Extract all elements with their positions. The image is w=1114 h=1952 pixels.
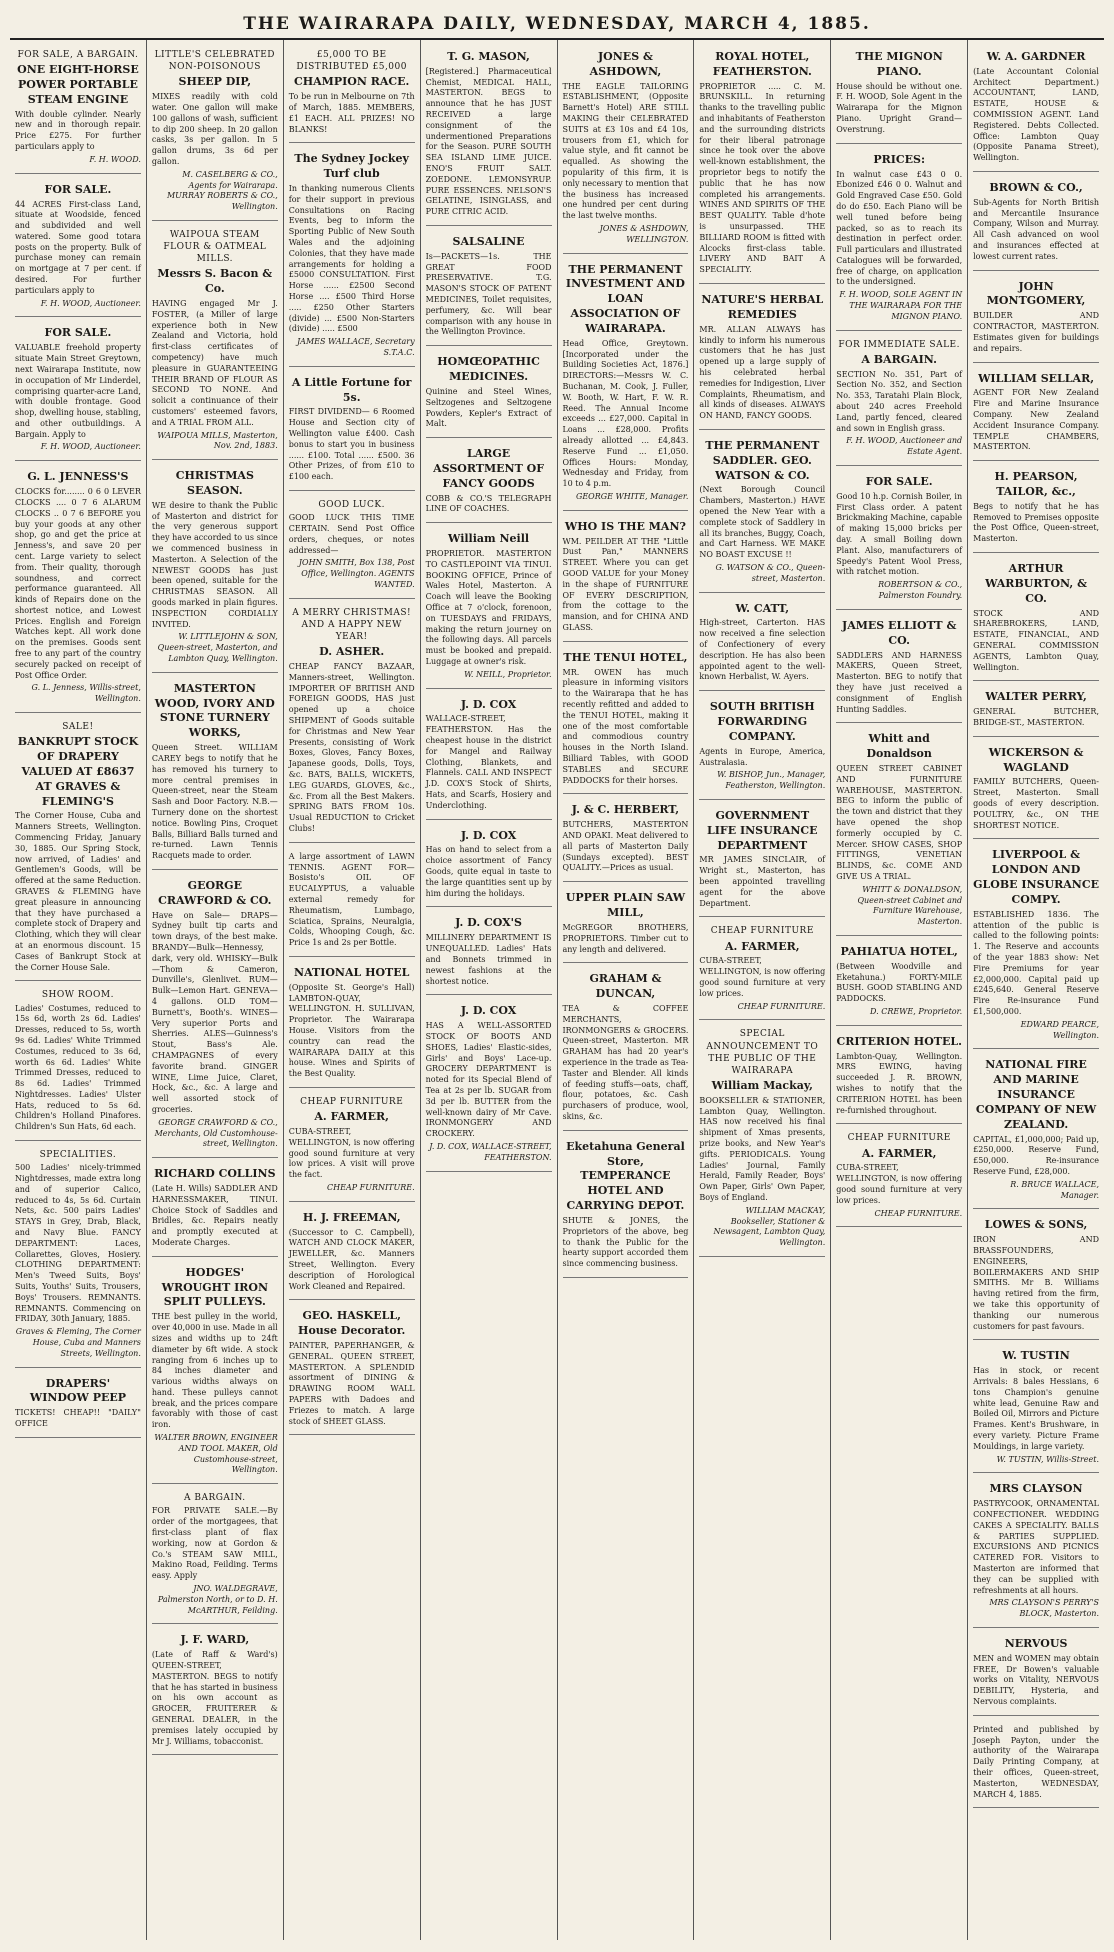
advertisement [426,910,552,995]
ad-title: Eketahuna General Store, TEMPERANCE HOTEL AND CARRYING DEPOT. [566,1139,685,1213]
ad-body: Sub-Agents for North British and Mercantile Insurance Company, Wilson and Murray. All Cash advanced on wool and insurances effected at lowest current rates. [973,197,1099,261]
advertisement [973,740,1099,840]
advertisement [973,1719,1099,1809]
ad-signature: CHEAP FURNITURE. [874,1208,963,1218]
advertisement [973,366,1099,462]
ad-body: ESTABLISHED 1836. The attention of the public is called to the following points: 1. The Reserve and accounts of the year 1883 show: Net Fire Premiums for year £2,000,000. Capital paid up £245,640. General Reserve Fire Re-insurance Fund £1,500,000. [973,909,1099,1016]
ad-title: SALSALINE [452,235,525,248]
column-2 [147,40,284,1940]
ad-heading: CHEAP FURNITURE [300,1096,404,1107]
advertisement [836,44,962,144]
advertisement [152,873,278,1158]
advertisement [15,44,141,174]
ad-heading: SHOW ROOM. [41,990,114,1001]
advertisement [973,464,1099,553]
advertisement [15,320,141,461]
ad-title: GEO. HASKELL, House Decorator. [298,1309,406,1338]
ad-signature: Graves & Fleming, The Corner House, Cuba and Manners Streets, Wellington. [15,1327,141,1358]
advertisement [15,1371,141,1438]
advertisement [699,596,825,692]
ad-heading: CHEAP FURNITURE [710,926,814,937]
advertisement [836,1029,962,1125]
ad-title: Messrs S. Bacon & Co. [157,267,273,296]
ad-body: Good 10 h.p. Cornish Boiler, in First Class order. A patent Brickmaking Machine, capable of making 15,000 bricks per day. A small Boiling down Plant. Also, manufacturers of Speedy's Patent Wool Press, with ratchet motion. [836,491,963,577]
advertisement [289,146,415,366]
advertisement [289,960,415,1088]
ad-title: H. PEARSON, TAILOR, &c., [994,470,1078,498]
ad-body: Ladies' Costumes, reduced to 15s 6d, worth 2s 6d. Ladies' Dresses, reduced to 5s, worth 9s 6d. Ladies' White Trimmed Costumes, reduced to 3s 6d, worth 6s 6d. Ladies' White Trimmed Dresses, reduced to 8s 6d. Ladies' Trimmed Nightdresses. Ladies' Ulster Hats, reduced to 5s 6d. Children's Holland Pinafores. Children's Sun Hats, 6d each. [15,1003,141,1132]
advertisement [152,1161,278,1257]
ad-signature: F. H. WOOD, Auctioneer. [40,442,141,452]
ad-body: A large assortment of LAWN TENNIS. AGENT FOR—Bosisto's OIL OF EUCALYPTUS, a valuable external remedy for Rheumatism, Lumbago, Sciatica, Sprains, Neuralgia, Colds, Whooping Cough, &c. Price 1s and 2s per Bottle. [288,851,415,948]
advertisement [836,147,962,331]
ad-body: In thanking numerous Clients for their support in previous Consultations on Racing Events, beg to inform the Sporting Public of New South Wales and the adjoining Colonies, that they have made arrangements for holding a £5000 CONSULTATION. First Horse ...... £2500 Second Horse .... £500 Third Horse ..... £250 Other Starters (divide) ... £500 Non-Starters (divide) ..... £500 [288,184,415,334]
ad-body: WM. PEILDER AT THE "Little Dust Pan," MANNERS STREET. Where you can get GOOD VALUE for your Money in the shape of FURNITURE OF EVERY DESCRIPTION, from the cottage to the mansion, and for CHINA AND GLASS. [562,536,689,633]
ad-title: W. CATT, [735,601,790,615]
ad-title: J. D. COX [460,697,517,711]
advertisement [973,556,1099,681]
ad-heading: £5,000 TO BE DISTRIBUTED £5,000 [296,50,407,73]
advertisement [973,1052,1099,1209]
ad-title: T. G. MASON, [447,50,530,63]
ad-title: FOR SALE. [44,182,112,196]
ad-title: A. FARMER, [861,1146,937,1160]
advertisement [563,1134,689,1278]
ad-body: GOOD LUCK THIS TIME CERTAIN. Send Post Office orders, cheques, or notes addressed— [288,513,415,555]
ad-body: In walnut case £43 0 0. Ebonized £46 0 0. Walnut and Gold Engraved Case £50. Gold do do £50. Each Piano will be well tuned before being packed, so as to reach its destination in perfect order. Full particulars and illustrated Catalogues will be forwarded, free of charge, on application to the undersigned. [836,169,963,287]
ad-title: A. FARMER, [314,1110,389,1124]
ad-body: SECTION No. 351, Part of Section No. 352, and Section No. 353, Taratahi Plain Block, about 240 acres Freehold Land, partly fenced, cleared and sown in English grass. [836,369,963,433]
ad-body: MR. ALLAN ALWAYS has kindly to inform his numerous customers that he has just opened up a large supply of his celebrated herbal remedies for Indigestion, Liver Complaints, Rheumatism, and all kinds of diseases. ALWAYS ON HAND, FANCY GOODS. [699,324,826,421]
advertisement [15,464,141,713]
advertisement [152,1627,278,1755]
ad-body: Has on hand to select from a choice assortment of Fancy Goods, quite equal in taste to the large quantities sent up by him during the holidays. [425,845,552,898]
ad-body: McGREGOR BROTHERS, PROPRIETORS. Timber cut to any length and delivered. [562,922,689,954]
ad-signature: M. CASELBERG & CO., Agents for Wairarapa. MURRAY ROBERTS & CO., Wellington. [166,169,278,212]
advertisement [152,463,278,673]
ad-heading: SPECIALITIES. [39,1150,117,1161]
advertisement [563,797,689,882]
ad-body: MIXES readily with cold water. One gallon will make 100 gallons of wash, sufficient to dip 200 sheep. In 20 gallon casks, 3s per gallon. In 5 gallon drums, 3s 6d per gallon. [151,92,278,166]
ad-body: CHEAP FANCY BAZAAR, Manners-street, Wellington. IMPORTER OF BRITISH AND FOREIGN GOODS, HAS just opened up a choice SHIPMENT of Goods suitable for Christmas and New Year Presents, consisting of Work Boxes, Gloves, Fancy Boxes, Japanese goods, Dolls, Toys, &c. BATS, BALLS, WICKETS, LEG GUARDS, GLOVES, &c., &c. From all the Best Makers. SPRING BATS FROM 10s. Usual REDUCTION to Cricket Clubs! [288,662,415,833]
ad-signature: WAIPOUA MILLS, Masterton, Nov. 2nd, 1883. [157,430,278,451]
ad-title: The Sydney Jockey Turf club [294,152,409,181]
advertisement [289,494,415,599]
ad-body: With double cylinder. Nearly new and in thorough repair. Price £275. For further particulars apply to [15,109,141,152]
ad-signature: ROBERTSON & CO., Palmerston Foundry. [878,580,963,601]
ad-body: Begs to notify that he has Removed to Premises opposite the Post Office, Queen-street, Masterton. [973,501,1099,544]
ad-signature: WILLIAM MACKAY, Bookseller, Stationer & Newsagent, Lambton Quay, Wellington. [713,1205,826,1248]
ad-signature: W. TUSTIN, Willis-Street. [996,1454,1099,1464]
ad-body: Printed and published by Joseph Payton, under the authority of the Wairarapa Daily Printing Company, at their offices, Queen-street, Masterton, WEDNESDAY, MARCH 4, 1885. [973,1724,1099,1799]
ad-body: CUBA-STREET, WELLINGTON, is now offering good sound furniture at very low prices. [699,956,826,998]
advertisement [15,984,141,1141]
ad-body: 500 Ladies' nicely-trimmed Nightdresses, made extra long and of superior Calico, reduced to 4s, 5s 6d. Curtain Nets, &c. 500 pairs Ladies' STAYS in Grey, Drab, Black, and Navy Blue. FANCY DEPARTMENT: Laces, Collarettes, Gloves, Hosiery. CLOTHING DEPARTMENT: Men's Tweed Suits, Boys' Suits, Youths' Suits, Trousers, Boys' Trousers. REMNANTS. REMNANTS. Commencing on FRIDAY, 30th January, 1885. [15,1163,141,1324]
ad-body: (Late of Raff & Ward's) QUEEN-STREET, MASTERTON. BEGS to notify that he has started in business on his own account as GROCER, FRUITERER & GENERAL DEALER, in the premises lately occupied by Mr J. Williams, tobacconist. [151,1650,278,1746]
ad-signature: WHITT & DONALDSON, Queen-street Cabinet and Furniture Warehouse, Masterton. [857,884,963,927]
ad-signature: F. H. WOOD. [89,154,141,164]
ad-body: CUBA-STREET, WELLINGTON, is now offering good sound furniture at very low prices. A visit will prove the fact. [288,1126,415,1180]
ad-title: WILLIAM SELLAR, [978,371,1095,385]
ad-body: MEN and WOMEN may obtain FREE, Dr Bowen's valuable works on Vitality, NERVOUS DEBILITY, Hysteria, and Nervous complaints. [973,1653,1099,1707]
advertisement [563,885,689,963]
ad-title: THE MIGNON PIANO. [855,50,943,78]
column-5 [558,40,695,1940]
advertisement [836,334,962,466]
ad-title: LIVERPOOL & LONDON AND GLOBE INSURANCE COMPY. [973,848,1099,906]
advertisement [973,842,1099,1049]
ad-body: STOCK AND SHAREBROKERS, LAND, ESTATE, FINANCIAL, AND GENERAL COMMISSION AGENTS, Lambton Quay, Wellington. [973,608,1099,672]
advertisement [699,433,825,593]
ad-body: (Next Borough Council Chambers, Masterton.) HAVE opened the New Year with a complete stock of Saddlery in all its branches, Buggy, Coach, and Cart Harness. WE MAKE NO BOAST EXCUSE !! [699,485,826,560]
ad-title: THE PERMANENT SADDLER. GEO. WATSON & CO. [705,438,820,482]
ad-signature: F. H. WOOD, Auctioneer. [40,298,141,308]
ad-signature: GEORGE CRAWFORD & CO., Merchants, Old Customhouse-street, Wellington. [154,1117,278,1149]
ad-signature: W. NEILL, Proprietor. [464,669,552,679]
ad-body: PROPRIETOR ..... C. M. BRUNSKILL. In returning thanks to the travelling public and inhabitants of Featherston and the surrounding districts for their liberal patronage since he took over the above well-known establishment, the proprietor begs to notify the public that he has now completed his arrangements. WINES AND SPIRITS OF THE BEST QUALITY. Table d'hote is unsurpassed. THE BILLIARD ROOM is fitted with Alcocks first-class table. LIVERY AND BAIT A SPECIALITY. [699,81,826,275]
ad-title: LARGE ASSORTMENT OF FANCY GOODS [433,447,545,490]
ad-body: (Late H. Wills) SADDLER AND HARNESSMAKER, TINUI. Choice Stock of Saddles and Bridles, &c. Repairs neatly and promptly executed at Moderate Charges. [151,1184,278,1247]
advertisement [426,998,552,1171]
ad-body: QUEEN STREET CABINET AND FURNITURE WAREHOUSE, MASTERTON. BEG to inform the public of the town and district that they have opened the shop formerly occupied by C. Mercer. SHOW CASES, SHOP FITTINGS, VENETIAN BLINDS, &c. COME AND GIVE US A TRIAL. [836,764,963,881]
advertisement [563,44,689,254]
ad-body: BUILDER AND CONTRACTOR, MASTERTON. Estimates given for buildings and repairs. [973,311,1099,353]
ad-body: Has in stock, or recent Arrivals: 8 bales Hessians, 6 tons Champion's genuine white lead, Genuine Raw and Boiled Oil, Mirrors and Picture Frames. Kent's Brushware, in every variety. Picture Frame Mouldings, in large variety. [973,1366,1099,1451]
ad-body: FOR PRIVATE SALE.—By order of the mortgagees, that first-class plant of flax working, now at Gordon & Co.'s STEAM SAW MILL, Makino Road, Feilding. Terms easy. Apply [151,1506,278,1581]
ad-title: ARTHUR WARBURTON, & CO. [985,562,1087,605]
ad-body: Is—PACKETS—1s. THE GREAT FOOD PRESERVATIVE. T.G. MASON'S STOCK OF PATENT MEDICINES, Toilet requisites, perfumery, &c. Will bear comparison with any house in the Wellington Province. [425,251,552,337]
ad-body: COBB & CO.'S TELEGRAPH LINE OF COACHES. [425,493,552,514]
ad-title: GOVERNMENT LIFE INSURANCE DEPARTMENT [707,808,818,852]
ad-body: TICKETS! CHEAP!! "DAILY" OFFICE [15,1408,141,1429]
ad-title: THE PERMANENT INVESTMENT AND LOAN ASSOCIATION OF WAIRARAPA. [565,262,685,336]
ad-body: BOOKSELLER & STATIONER, Lambton Quay, Wellington. HAS now received his final shipment of Xmas presents, prize books, and New Year's gifts. PERIODICALS. Young Ladies' Journal, Family Herald, Family Reader, Boys' Own Paper, Girls' Own Paper, Boys of England. [699,1095,826,1202]
ad-body: PROPRIETOR. MASTERTON TO CASTLEPOINT VIA TINUI. BOOKING OFFICE, Prince of Wales Hotel, Masterton. A Coach will leave the Booking Office at 7 o'clock, forenoon, on TUESDAYS and FRIDAYS, making the return journey on the following days. All parcels must be booked and prepaid. Luggage at owner's risk. [425,549,552,667]
advertisement [973,1212,1099,1340]
ad-title: SHEEP DIP, [178,75,252,89]
ad-title: CHRISTMAS SEASON. [175,469,254,497]
ad-heading: A MERRY CHRISTMAS! AND A HAPPY NEW YEAR! [292,607,412,643]
ad-body: THE best pulley in the world, over 40,000 in use. Made in all sizes and widths up to 24ft diameter by 6ft wide. A stock ranging from 6 inches up to 84 inches diameter and various widths always on hand. These pulleys cannot break, and the prices compare favorably with those of cast iron. [151,1312,278,1430]
ad-body: MILLINERY DEPARTMENT IS UNEQUALLED. Ladies' Hats and Bonnets trimmed in newest fashions at the shortest notice. [425,933,552,986]
ad-title: A. FARMER, [725,939,800,953]
ad-title: RICHARD COLLINS [154,1167,276,1181]
advertisement [15,716,141,981]
advertisement [289,370,415,491]
ad-signature: CHEAP FURNITURE. [327,1182,415,1192]
ad-title: William Neill [448,532,530,546]
advertisement [289,44,415,143]
ad-heading: LITTLE'S CELEBRATED NON-POISONOUS [154,50,276,73]
ad-body: WALLACE-STREET, FEATHERSTON. Has the cheapest house in the district for Mangel and Railway Clothing, Blankets, and Flannels. CALL AND INSPECT J.D. COX'S Stock of Shirts, Hats, and Scarfs, Hosiery and Underclothing. [425,714,552,810]
ad-body: 44 ACRES First-class Land, situate at Woodside, fenced and subdivided and well watered. Some good totara posts on the property. Bulk of purchase money can remain on mortgage at 7 per cent. if desired. For further particulars apply to [15,199,141,295]
advertisement [426,692,552,820]
advertisement [973,684,1099,736]
advertisement [699,694,825,800]
ad-title: J. & C. HERBERT, [571,803,680,817]
ad-title: FOR SALE. [44,326,112,340]
ad-body: Have on Sale— DRAPS—Sydney built tip carts and town drays, of the best make. BRANDY—Bulk—Hennessy, dark, very old. WHISKY—Bulk—Thom & Cameron, Dunville's, Glenlivet. RUM—Bulk—Lemon Hart. GENEVA—4 gallons. OLD TOM—Burnett's, Booth's. WINES—Very superior Ports and Sherries. ALES—Guinness's Stout, Bass's Ale. CHAMPAGNES of every favorite brand. GINGER WINE, Lime Juice, Claret, Hock, &c., &c. A large and well assorted stock of groceries. [151,910,278,1114]
ad-signature: G. WATSON & CO., Queen-street, Masterton. [715,563,826,583]
ad-body: AGENT FOR New Zealand Fire and Marine Insurance Company. New Zealand Accident Insurance Company. TEMPLE CHAMBERS, MASTERTON. [973,388,1099,452]
advertisement [563,966,689,1130]
advertisement [152,1260,278,1484]
advertisement [836,613,962,723]
ad-title: H. J. FREEMAN, [302,1210,401,1224]
ad-title: G. L. JENNESS'S [27,470,129,484]
ad-body: Agents in Europe, America, Australasia. [699,746,826,767]
ad-body: CLOCKS for........ 0 6 0 LEVER CLOCKS .... 0 7 6 ALARUM CLOCKS .. 0 7 6 BEFORE you buy your goods at any other shop, go and get the price at Jenness's, and save 20 per cent. Large variety to select from. Their quality, thorough soundness, and correct performance guaranteed. All kinds of Repairs done on the shortest notice, and Lowest Prices. English and Foreign Watches kept. All work done on the premises. Goods sent free to any part of the country securely packed on receipt of Post Office Order. [15,487,141,680]
advertisement [973,1631,1099,1716]
ad-body: The Corner House, Cuba and Manners Streets, Wellington. Commencing Friday, January 30, 1885. Our Spring Stock, now arrived, of Ladies' and Gentlemen's Goods, will be offered at the same Reduction. GRAVES & FLEMING have great pleasure in announcing that they have purchased a complete stock of Drapery and Clothing, which they will clear at an enormous discount. 15 Cases of Bankrupt Stock at the Corner House Sale. [15,811,141,972]
advertisement [152,676,278,870]
ad-body: GENERAL BUTCHER, BRIDGE-ST., MASTERTON. [973,707,1099,727]
ad-title: BANKRUPT STOCK OF DRAPERY VALUED AT £8637 AT GRAVES & FLEMING'S [17,735,139,808]
advertisement [973,44,1099,172]
column-7 [831,40,968,1940]
ad-title: MASTERTON WOOD, IVORY AND STONE TURNERY WORKS, [154,681,275,740]
column-4 [421,40,558,1940]
column-1 [10,40,147,1940]
ad-body: WE desire to thank the Public of Masterton and district for the very generous support they have accorded to us since we commenced business in Masterton. A Selection of the NEWEST GOODS has just been opened, suitable for the CHRISTMAS SEASON. All goods marked in plain figures. INSPECTION CORDIALLY INVITED. [151,500,278,629]
ad-body: MR. OWEN has much pleasure in informing visitors to the Wairarapa that he has recently refitted and added to the TENUI HOTEL, making it one of the most comfortable and commodious country houses in the North Island. Billiard Tables, with GOOD STABLES and SECURE PADDOCKS for their horses. [562,667,689,785]
columns [10,40,1104,1940]
ad-title: NATIONAL HOTEL [294,965,410,979]
column-3 [284,40,421,1940]
ad-body: (Successor to C. Campbell), WATCH AND CLOCK MAKER, JEWELLER, &c. Manners Street, Wellington. Every description of Horological Work Cleaned and Repaired. [288,1227,415,1291]
ad-body: High-street, Carterton. HAS now received a fine selection of Confectionery of every description. He has also been appointed agent to the well-known Herbalist, W. Ayers. [699,618,826,682]
ad-body: To be run in Melbourne on 7th of March, 1885. MEMBERS, £1 EACH. ALL PRIZES! NO BLANKS! [288,92,415,134]
advertisement [289,1091,415,1202]
ad-body: House should be without one. F. H. WOOD, Sole Agent in the Wairarapa for the Mignon Piano. Upright Grand—Overstrung. [836,81,963,134]
ad-title: JOHN MONTGOMERY, [986,279,1086,308]
ad-title: ONE EIGHT-HORSE POWER PORTABLE STEAM ENGINE [17,63,139,106]
ad-body: BUTCHERS, MASTERTON AND OPAKI. Meat delivered to all parts of Masterton Daily (Sundays excepted). BEST QUALITY.—Prices as usual. [562,820,689,873]
ad-heading: SPECIAL ANNOUNCEMENT TO THE PUBLIC OF THE WAIRARAPA [706,1029,819,1076]
ad-title: BROWN & CO., [989,181,1083,195]
ad-signature: MRS CLAYSON'S PERRY'S BLOCK, Masterton. [989,1598,1099,1619]
advertisement [563,257,689,511]
ad-body: FIRST DIVIDEND— 6 Roomed House and Section city of Wellington value £400. Cash bonus to start you in business ...... £100. Total ...... £500. 36 Other Prizes, of from £10 to £100 each. [288,407,415,482]
ad-body: SADDLERS AND HARNESS MAKERS, Queen Street, Masterton. BEG to notify that they have just received a consignment of English Hunting Saddles. [836,650,963,714]
ad-title: CHAMPION RACE. [293,75,410,89]
advertisement [699,920,825,1020]
advertisement [836,1127,962,1227]
advertisement [152,224,278,460]
ad-title: ROYAL HOTEL, FEATHERSTON. [712,50,812,78]
ad-title: W. TUSTIN [1002,1349,1070,1363]
advertisement [426,441,552,523]
ad-heading: FOR SALE, A BARGAIN. [17,50,139,60]
ad-signature: EDWARD PEARCE, Wellington. [1020,1019,1099,1040]
advertisement [699,287,825,430]
ad-title: A BARGAIN. [861,352,937,366]
ad-title: SOUTH BRITISH FORWARDING COMPANY. [709,700,815,743]
ad-body: TEA & COFFEE MERCHANTS, IRONMONGERS & GROCERS. Queen-street, Masterton. MR GRAHAM has had 20 year's experience in the trade as Tea-Taster and Blender. All kinds of feeding stuffs—oats, chaff, flour, potatoes, &c. Cash purchasers of produce, wool, skins, &c. [562,1004,689,1121]
ad-body: Quinine and Steel Wines, Seltzogenes and Seltzogene Powders, Kepler's Extract of Malt. [425,386,552,429]
ad-body: HAS A WELL-ASSORTED STOCK OF BOOTS AND SHOES, Ladies' Elastic-sides, Girls' and Boys' Lace-up. GROCERY DEPARTMENT is noted for its Special Blend of Tea at 2s per lb. SUGAR from 3d per lb. BUTTER from the well-known dairy of Mr Cave. IRONMONGERY AND CROCKERY. [425,1021,552,1139]
advertisement [426,44,552,226]
ad-signature: W. BISHOP, Jun., Manager, Featherston, Wellington. [717,770,826,791]
ad-heading: FOR IMMEDIATE SALE. [838,339,960,350]
ad-heading: CHEAP FURNITURE [847,1133,951,1144]
ad-body: Head Office, Greytown. [Incorporated under the Building Societies Act, 1876.] DIRECTORS:—Messrs W. C. Buchanan, M. Cook, J. Fuller, W. Booth, W. Hart, F. W. R. Reed. The Annual Income exceeds ... £27,000. Capital in Loans ... £28,000. Profits already allotted ... £4,843. Reserve Fund ... £1,050. Offices Hours: Monday, Wednesday and Friday, from 10 to 4 p.m. [562,338,689,489]
ad-signature: W. LITTLEJOHN & SON, Queen-street, Masterton, and Lambton Quay, Wellington. [157,632,278,663]
ad-signature: R. BRUCE WALLACE, Manager. [1010,1179,1099,1200]
advertisement [973,1343,1099,1473]
ad-body: THE EAGLE TAILORING ESTABLISHMENT, (Opposite Barnett's Hotel) ARE STILL MAKING their CELEBRATED SUITS at £3 10s and £4 10s, trousers from £1, which for value style, and fit cannot be equalled. As showing the popularity of this firm, it is only necessary to mention that the business has increased one hundred per cent during the last twelve months. [562,81,689,221]
ad-signature: JNO. WALDEGRAVE, Palmerston North, or to D. H. McARTHUR, Feilding. [157,1583,278,1615]
ad-title: JAMES ELLIOTT & CO. [841,618,957,647]
ad-title: JONES & ASHDOWN, [589,50,662,78]
advertisement [152,1487,278,1624]
advertisement [426,349,552,438]
ad-title: J. F. WARD, [180,1633,250,1647]
ad-title: J. D. COX [460,1004,517,1018]
ad-title: William Mackay, [711,1078,813,1092]
ad-title: J. D. COX [460,828,517,842]
column-8 [968,40,1104,1940]
ad-body: (Late Accountant Colonial Architect Department.) ACCOUNTANT, LAND, ESTATE, HOUSE & COMMISSION AGENT. Land Registered. Debts Collected. Office: Lambton Quay (Opposite Panama Street), Wellington. [973,66,1099,163]
ad-heading: SALE! [62,722,94,733]
ad-signature: F. H. WOOD, Auctioneer and Estate Agent. [846,436,963,457]
ad-body: Lambton-Quay, Wellington. MRS EWING, having succeeded J. R. BROWN, wishes to notify that the CRITERION HOTEL has been re-furnished throughout. [836,1051,963,1115]
advertisement [152,44,278,221]
ad-body: CAPITAL, £1,000,000; Paid up, £250,000. Reserve Fund, £50,000. Re-insurance Reserve Fund, £28,000. [973,1134,1099,1176]
ad-body: SHUTE & JONES, the Proprietors of the above, beg to thank the Public for the hearty support accorded them since commencing business. [562,1216,689,1269]
ad-title: THE TENUI HOTEL, [563,650,688,664]
ad-title: UPPER PLAIN SAW MILL, [565,891,686,920]
ad-body: IRON AND BRASSFOUNDERS, ENGINEERS, BOILERMAKERS AND SHIP SMITHS. Mr B. Williams having retired from the firm, we take this opportunity of thanking our numerous customers for past favours. [973,1235,1099,1331]
ad-body: PAINTER, PAPERHANGER, & GENERAL. QUEEN STREET, MASTERTON. A SPLENDID assortment of DINING & DRAWING ROOM WALL PAPERS with Dadoes and Friezes to match. A large stock of SHEET GLASS. [288,1341,415,1426]
ad-body: VALUABLE freehold property situate Main Street Greytown, next Wairarapa Institute, now in occupation of Mr Linderdel, comprising quarter-acre Land, with double frontage. Good shop, dwelling house, stabling, and other outbuildings. A Bargain. Apply to [15,343,141,439]
ad-title: CRITERION HOTEL. [836,1034,962,1048]
ad-body: Queen Street. WILLIAM CAREY begs to notify that he has removed his turnery to more central premises in Queen-street, near the Steam Sash and Door Factory. N.B.—Turnery done on the shortest notice. Bowling Pins, Croquet Balls, Billiard Balls turned and re-turned. Lawn Tennis Racquets made to order. [151,743,278,861]
ad-title: WALTER PERRY, [985,690,1087,704]
ad-signature: J. D. COX, WALLACE-STREET, FEATHERSTON. [429,1141,552,1162]
ad-signature: CHEAP FURNITURE. [737,1001,826,1011]
ad-title: LOWES & SONS, [984,1218,1088,1232]
ad-title: PAHIATUA HOTEL, [840,944,958,958]
advertisement [289,1205,415,1301]
ad-title: NATURE'S HERBAL REMEDIES [701,293,824,321]
ad-body: [Registered.] Pharmaceutical Chemist, MEDICAL HALL, MASTERTON. BEGS to announce that he has JUST RECEIVED a large consignment of the undermentioned Preparations for the Season. PURE SOUTH SEA ISLAND LIME JUICE. ENO'S FRUIT SALT. ZOEDONE. LEMONSYRUP. PURE ESSENCES. NELSON'S GELATINE, ISINGLASS, and PURE CITRIC ACID. [425,66,552,217]
ad-title: Whitt and Donaldson [866,732,932,761]
advertisement [973,274,1099,363]
advertisement [973,1476,1099,1628]
ad-title: MRS CLAYSON [989,1482,1083,1496]
advertisement [699,803,825,918]
advertisement [836,726,962,936]
advertisement [563,514,689,642]
ad-body: HAVING engaged Mr J. FOSTER, (a Miller of large experience both in New Zealand and Victoria, hold first-class certificates of competency) have much pleasure in GUARANTEEING THEIR BRAND OF FLOUR AS SECOND TO NONE. And solicit a continuance of their customers' esteemed favors, and A TRIAL FROM ALL. [151,299,278,427]
ad-body: (Opposite St. George's Hall) LAMBTON-QUAY, WELLINGTON. H. SULLIVAN, Proprietor. The Wairarapa House. Visitors from the country can read the WAIRARAPA DAILY at this house. Wines and Spirits of the Best Quality. [288,982,415,1079]
ad-title: NATIONAL FIRE AND MARINE INSURANCE COMPANY OF NEW ZEALAND. [975,1058,1097,1131]
advertisement [699,44,825,284]
ad-title: NERVOUS [1004,1637,1068,1651]
ad-signature: GEORGE WHITE, Manager. [575,492,689,502]
advertisement [426,229,552,346]
ad-title: GRAHAM & DUNCAN, [589,972,662,1001]
advertisement [426,526,552,688]
ad-title: FOR SALE. [865,475,933,489]
ad-body: (Between Woodville and Eketahuna.) FORTY-MILE BUSH. GOOD STABLING AND PADDOCKS. [836,961,963,1004]
advertisement [15,177,141,318]
advertisement [973,175,1099,271]
ad-signature: F. H. WOOD, SOLE AGENT IN THE WAIRARAPA FOR THE MIGNON PIANO. [839,290,963,321]
ad-body: FAMILY BUTCHERS, Queen-Street, Masterton. Small goods of every description. POULTRY, &c., ON THE SHORTEST NOTICE. [973,777,1099,830]
ad-signature: JAMES WALLACE, Secretary S.T.A.C. [296,337,415,357]
ad-title: PRICES: [873,152,926,166]
ad-title: W. A. GARDNER [986,50,1086,63]
ad-heading: WAIPOUA STEAM FLOUR & OATMEAL MILLS. [163,229,267,265]
ad-title: WHO IS THE MAN? [564,519,686,533]
ad-title: GEORGE CRAWFORD & CO. [158,878,272,907]
advertisement [699,1023,825,1257]
advertisement [426,823,552,908]
ad-title: WICKERSON & WAGLAND [988,745,1084,774]
advertisement [15,1144,141,1367]
ad-signature: JONES & ASHDOWN, WELLINGTON. [599,224,689,244]
ad-body: CUBA-STREET, WELLINGTON, is now offering good sound furniture at very low prices. [836,1163,963,1205]
advertisement [836,939,962,1026]
ad-title: A Little Fortune for 5s. [291,375,412,404]
ad-heading: A BARGAIN. [183,1493,246,1504]
ad-title: D. ASHER. [319,645,385,659]
ad-body: PASTRYCOOK, ORNAMENTAL CONFECTIONER. WEDDING CAKES A SPECIALITY. BALLS & PARTIES SUPPLIED. EXCURSIONS AND PICNICS CATERED FOR. Visitors to Masterton are informed that they can be supplied with refreshments at all hours. [973,1499,1099,1595]
masthead [10,6,1104,40]
advertisement [289,1303,415,1435]
ad-signature: D. CREWE, Proprietor. [869,1006,963,1016]
ad-title: HOMŒOPATHIC MEDICINES. [437,355,540,384]
ad-title: HODGES' WROUGHT IRON SPLIT PULLEYS. [161,1265,269,1309]
ad-signature: G. L. Jenness, Willis-street, Wellington. [31,683,141,704]
ad-title: J. D. COX'S [455,916,522,930]
ad-body: MR JAMES SINCLAIR, of Wright st., Masterton, has been appointed travelling agent for the above Department. [699,855,826,908]
ad-signature: JOHN SMITH, Box 138, Post Office, Wellington. AGENTS WANTED. [298,558,415,589]
masthead-title: THE WAIRARAPA DAILY, WEDNESDAY, MARCH 4, 1885. [243,14,871,34]
advertisement [289,846,415,957]
ad-heading: GOOD LUCK. [318,500,385,511]
ad-signature: WALTER BROWN, ENGINEER AND TOOL MAKER, Old Customhouse-street, Wellington. [154,1433,278,1475]
column-6 [694,40,831,1940]
advertisement [289,602,415,843]
ad-title: DRAPERS' WINDOW PEEP [29,1376,127,1405]
advertisement [563,645,689,795]
advertisement [836,469,962,610]
